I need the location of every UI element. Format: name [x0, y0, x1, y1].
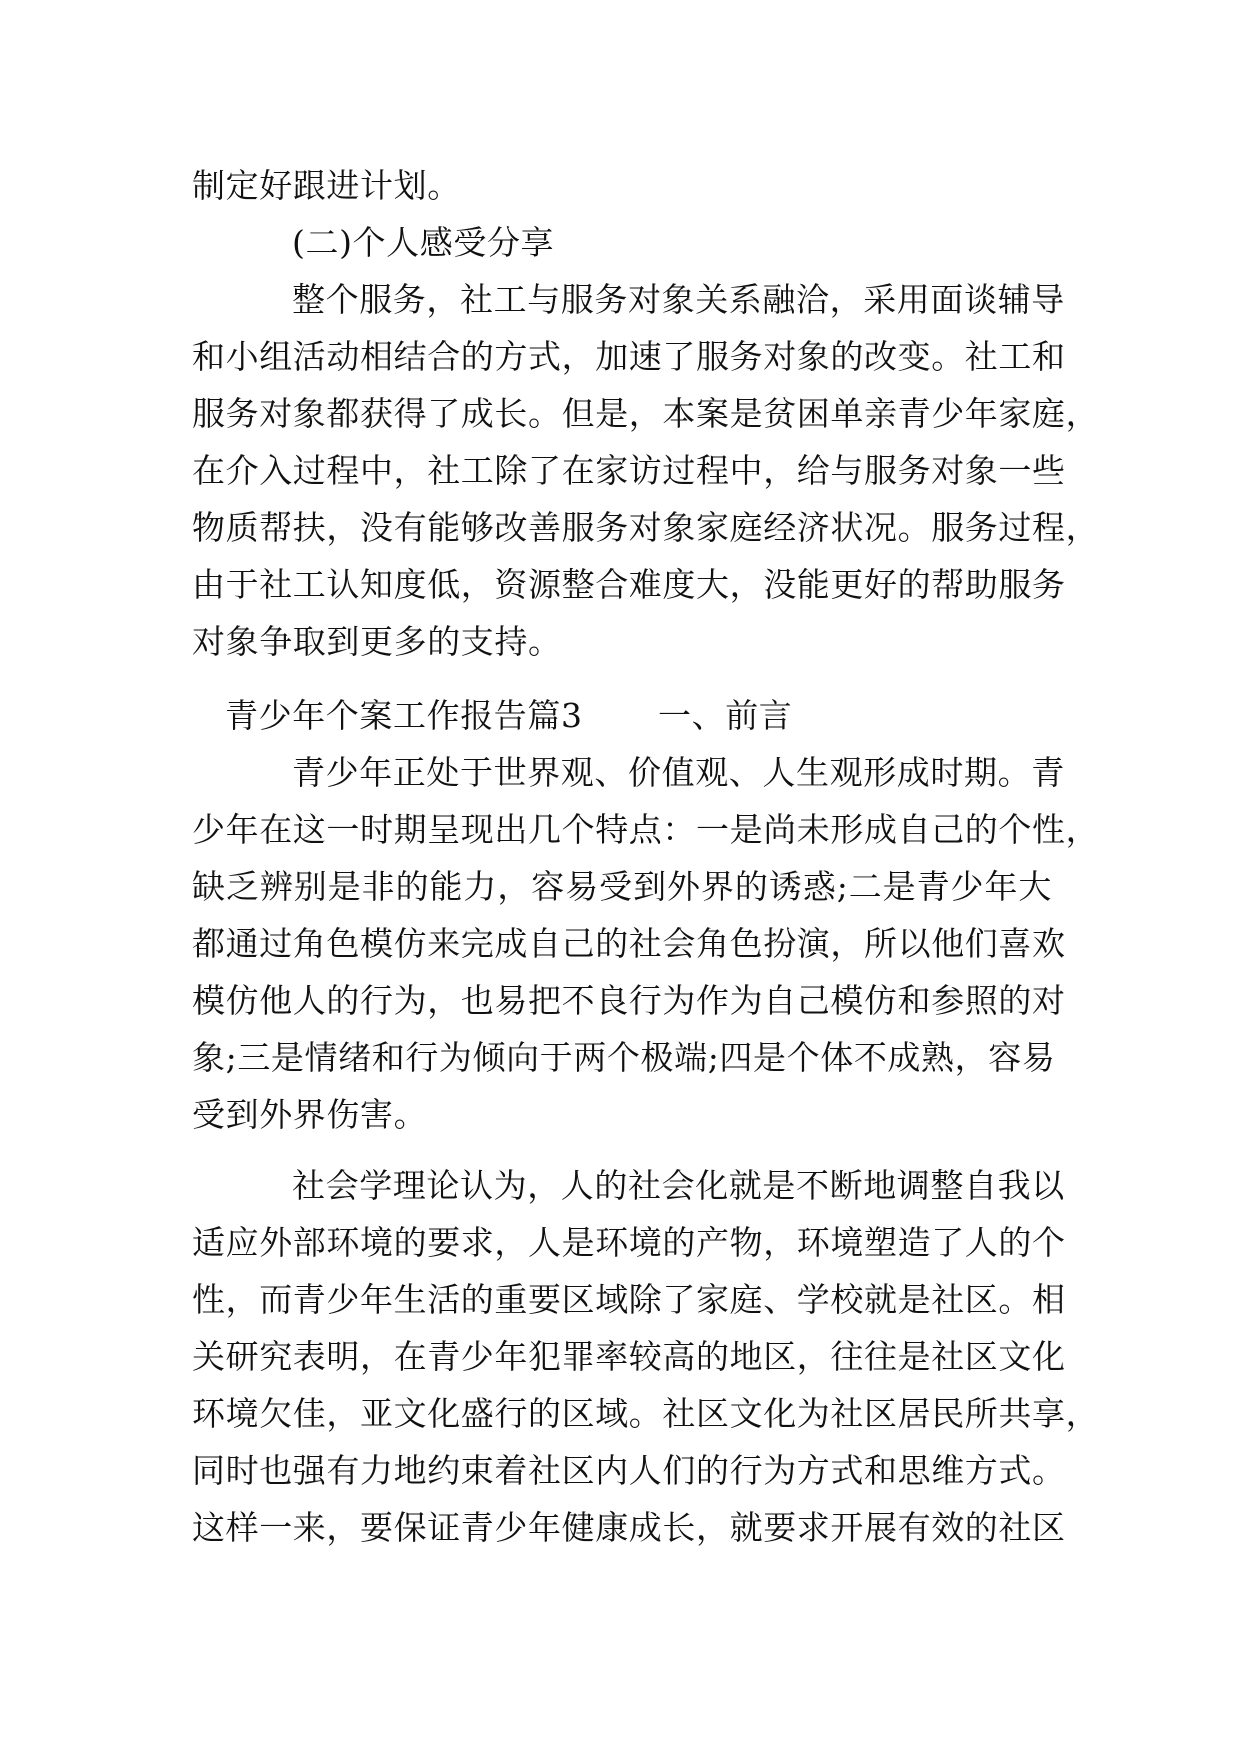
paragraph-line: 关研究表明，在青少年犯罪率较高的地区，往往是社区文化	[192, 1337, 1066, 1376]
paragraph-line: 这样一来，要保证青少年健康成长，就要求开展有效的社区	[192, 1508, 1066, 1547]
paragraph-line: 服务对象都获得了成长。但是，本案是贫困单亲青少年家庭，	[192, 394, 1100, 433]
paragraph-line: 少年在这一时期呈现出几个特点：一是尚未形成自己的个性，	[192, 810, 1100, 849]
paragraph-line: 制定好跟进计划。	[192, 166, 461, 205]
paragraph-line: 整个服务，社工与服务对象关系融洽，采用面谈辅导	[292, 280, 1065, 319]
paragraph-line: 同时也强有力地约束着社区内人们的行为方式和思维方式。	[192, 1451, 1066, 1490]
paragraph-line: 物质帮扶，没有能够改善服务对象家庭经济状况。服务过程，	[192, 508, 1100, 547]
article-title: 青少年个案工作报告篇3	[225, 696, 583, 735]
paragraph-line: 对象争取到更多的支持。	[192, 622, 562, 661]
paragraph-line: 性，而青少年生活的重要区域除了家庭、学校就是社区。相	[192, 1280, 1066, 1319]
paragraph-line: 环境欠佳，亚文化盛行的区域。社区文化为社区居民所共享，	[192, 1394, 1100, 1433]
paragraph-line: 缺乏辨别是非的能力，容易受到外界的诱惑;二是青少年大	[192, 867, 1052, 906]
paragraph-line: 社会学理论认为，人的社会化就是不断地调整自我以	[292, 1166, 1065, 1205]
section-heading: (二)个人感受分享	[292, 223, 555, 262]
paragraph-line: 适应外部环境的要求，人是环境的产物，环境塑造了人的个	[192, 1223, 1066, 1262]
paragraph-line: 象;三是情绪和行为倾向于两个极端;四是个体不成熟，容易	[192, 1038, 1056, 1077]
paragraph-line: 青少年正处于世界观、价值观、人生观形成时期。青	[292, 753, 1065, 792]
paragraph-line: 在介入过程中，社工除了在家访过程中，给与服务对象一些	[192, 451, 1066, 490]
article-subtitle: 一、前言	[658, 696, 793, 735]
paragraph-line: 和小组活动相结合的方式，加速了服务对象的改变。社工和	[192, 337, 1066, 376]
paragraph-line: 都通过角色模仿来完成自己的社会角色扮演，所以他们喜欢	[192, 924, 1066, 963]
paragraph-line: 受到外界伤害。	[192, 1095, 428, 1134]
paragraph-line: 由于社工认知度低，资源整合难度大，没能更好的帮助服务	[192, 565, 1066, 604]
paragraph-line: 模仿他人的行为，也易把不良行为作为自己模仿和参照的对	[192, 981, 1066, 1020]
